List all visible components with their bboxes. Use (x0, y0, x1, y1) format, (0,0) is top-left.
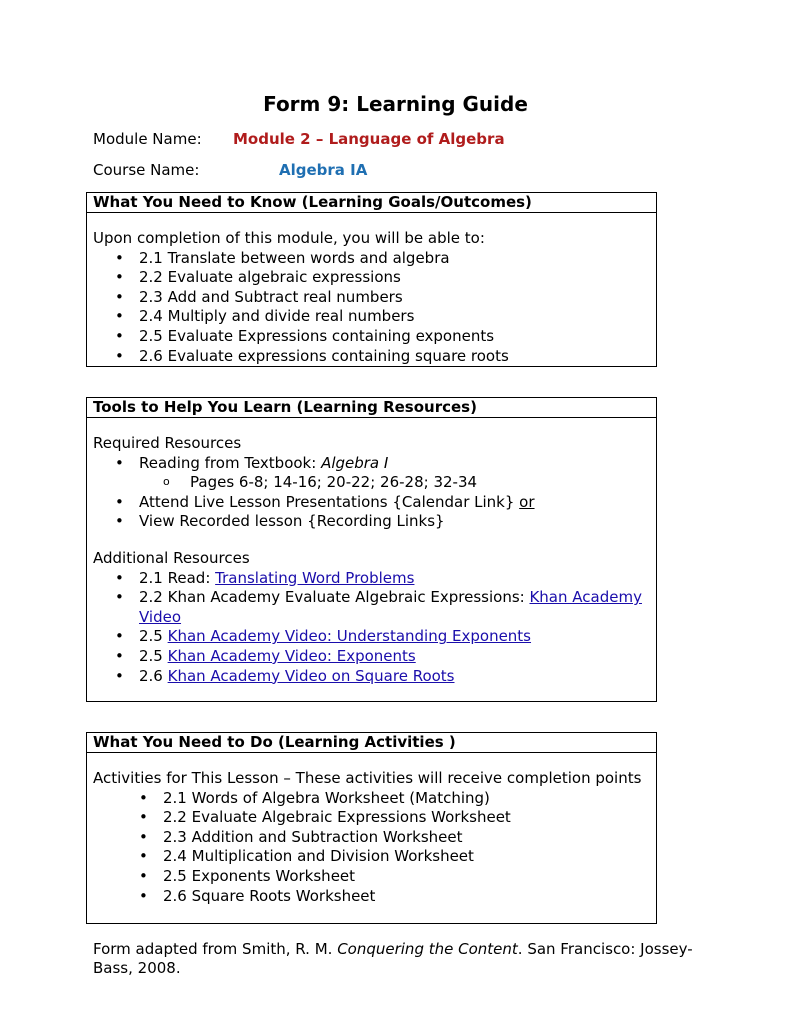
list-item: • 2.2 Evaluate algebraic expressions (93, 268, 650, 288)
attend-text: Attend Live Lesson Presentations {Calendar Link} (139, 492, 520, 511)
resource-prefix: 2.5 (139, 646, 168, 665)
attend-or: or (519, 492, 535, 511)
resource-prefix: 2.2 Khan Academy Evaluate Algebraic Expressions: (139, 588, 530, 607)
citation-book: Conquering the Content (337, 940, 518, 958)
learning-resources-box (86, 397, 657, 702)
list-item: • View Recorded lesson {Recording Links} (93, 512, 650, 532)
list-item: • 2.3 Add and Subtract real numbers (93, 288, 650, 308)
list-item: • 2.4 Multiply and divide real numbers (93, 307, 650, 327)
learning-activities-intro: Activities for This Lesson – These activities will receive completion points (93, 769, 642, 787)
learning-goals-intro: Upon completion of this module, you will be able to: (93, 229, 485, 247)
list-item (93, 454, 650, 474)
list-item: • 2.5 Exponents Worksheet (93, 867, 650, 887)
reading-prefix: Reading from Textbook: (139, 453, 322, 472)
resource-prefix: 2.1 Read: (139, 568, 216, 587)
list-item: • 2.6 Evaluate expressions containing square roots (93, 347, 650, 367)
pages-item: o Pages 6-8; 14-16; 20-22; 26-28; 32-34 (93, 473, 650, 493)
list-item: • 2.5 Evaluate Expressions containing exponents (93, 327, 650, 347)
citation-suffix: . San Francisco: Jossey-Bass, 2008. (93, 940, 693, 977)
list-item (93, 569, 650, 589)
list-item (93, 647, 650, 667)
required-resources-list (93, 454, 650, 532)
module-label: Module Name: (93, 130, 202, 148)
list-item: • 2.6 Square Roots Worksheet (93, 887, 650, 907)
course-value: Algebra IA (279, 161, 368, 179)
resource-prefix: 2.6 (139, 666, 168, 685)
list-item: • 2.1 Words of Algebra Worksheet (Matching) (93, 789, 650, 809)
page-title: Form 9: Learning Guide (263, 92, 528, 116)
module-row (93, 130, 505, 148)
additional-resources-list (93, 569, 650, 687)
list-item: • 2.3 Addition and Subtraction Worksheet (93, 828, 650, 848)
learning-activities-box (86, 732, 657, 924)
module-value: Module 2 – Language of Algebra (233, 130, 505, 148)
learning-resources-header: Tools to Help You Learn (Learning Resources) (87, 398, 656, 418)
citation-footer (93, 940, 693, 978)
citation-prefix: Form adapted from Smith, R. M. (93, 940, 338, 958)
course-row (93, 161, 368, 179)
learning-goals-box (86, 192, 657, 367)
reading-book: Algebra I (321, 453, 389, 472)
list-item (93, 667, 650, 687)
resource-link[interactable]: Khan Academy Video: Understanding Exponents (167, 627, 532, 646)
resource-link[interactable]: Khan Academy Video on Square Roots (167, 666, 455, 685)
list-item (93, 588, 650, 627)
resource-prefix: 2.5 (139, 627, 168, 646)
learning-activities-list (93, 789, 650, 907)
learning-goals-header: What You Need to Know (Learning Goals/Outcomes) (87, 193, 656, 213)
resource-link[interactable]: Khan Academy Video (139, 588, 642, 626)
resource-link[interactable]: Khan Academy Video: Exponents (167, 646, 416, 665)
learning-activities-header: What You Need to Do (Learning Activities ) (87, 733, 656, 753)
list-item (93, 627, 650, 647)
learning-goals-list (93, 249, 650, 367)
list-item: • 2.4 Multiplication and Division Worksheet (93, 847, 650, 867)
list-item: • 2.1 Translate between words and algebra (93, 249, 650, 269)
required-resources-title: Required Resources (93, 434, 242, 452)
course-label: Course Name: (93, 161, 200, 179)
resource-link[interactable]: Translating Word Problems (215, 568, 415, 587)
additional-resources-title: Additional Resources (93, 548, 250, 567)
list-item: • 2.2 Evaluate Algebraic Expressions Worksheet (93, 808, 650, 828)
list-item (93, 493, 650, 513)
